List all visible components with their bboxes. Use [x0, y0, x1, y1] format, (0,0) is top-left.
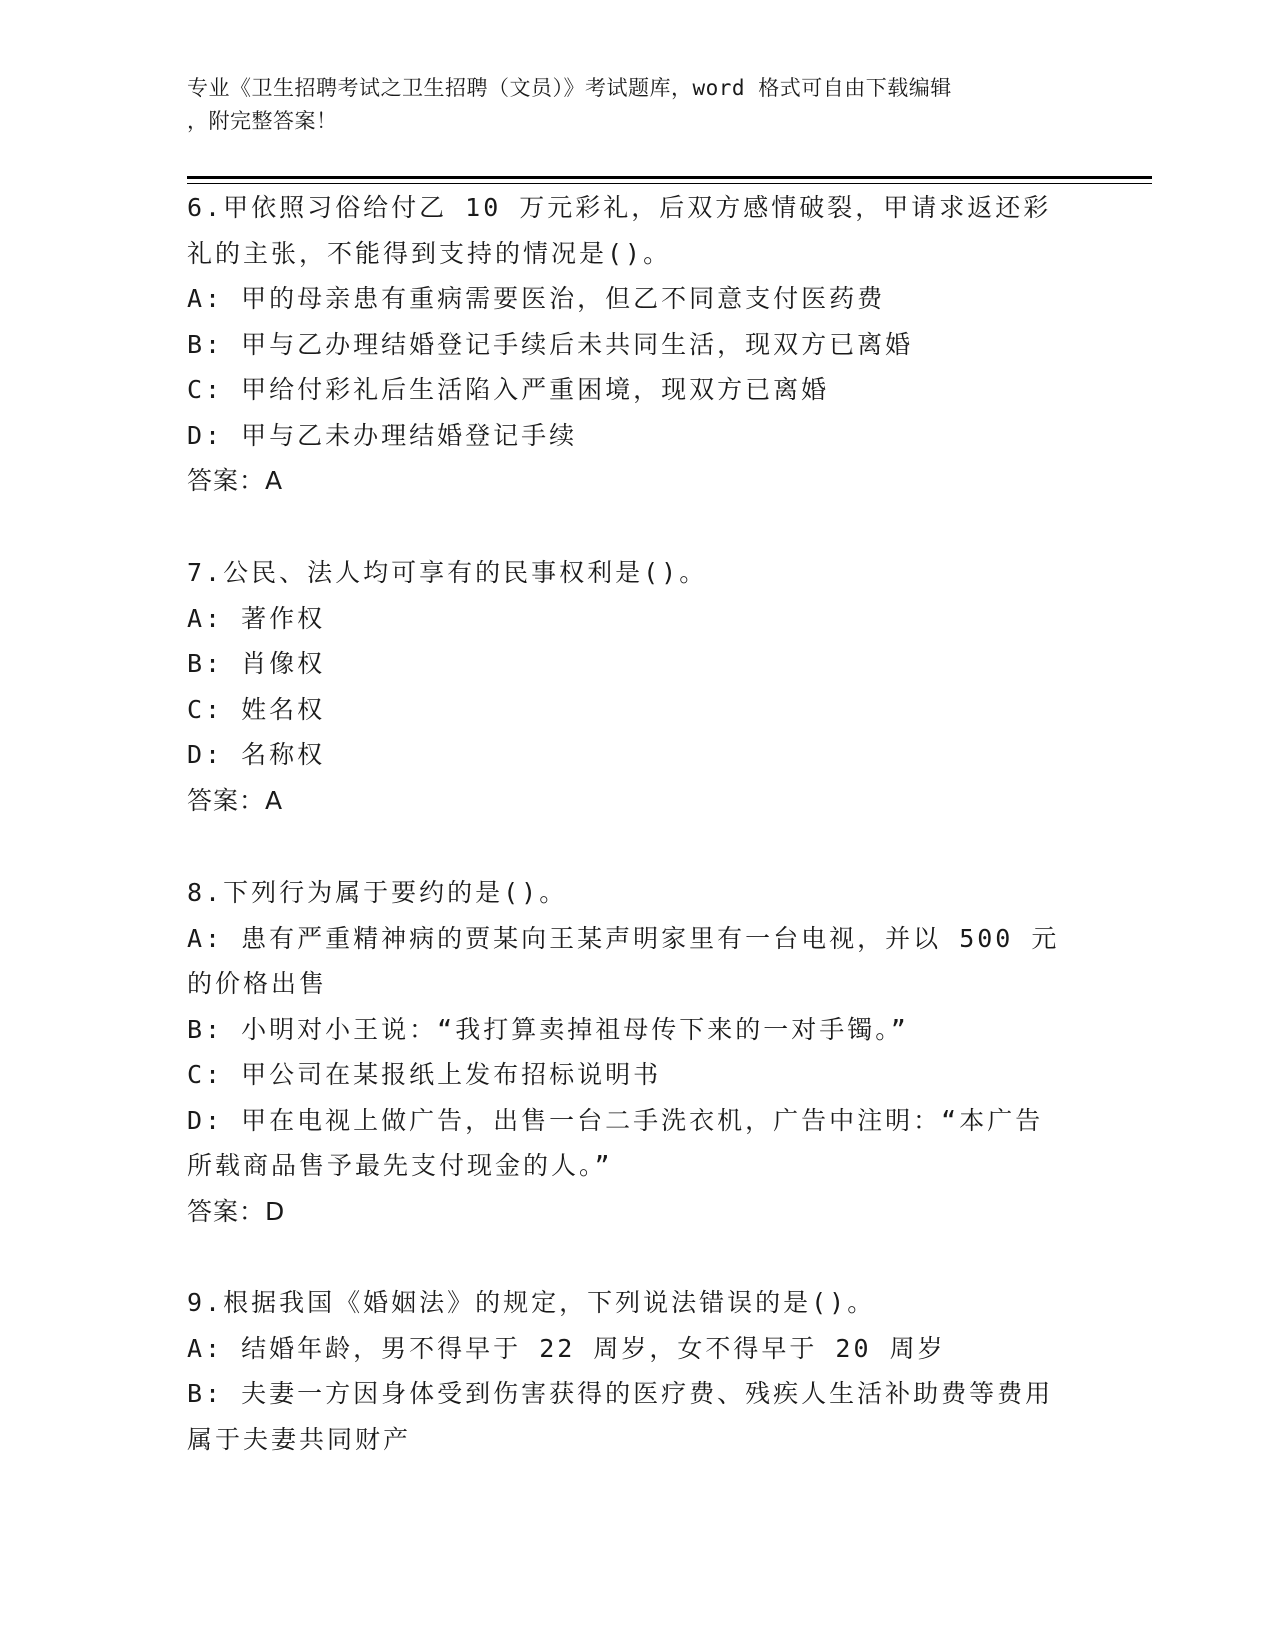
option-d: D: 甲在电视上做广告，出售一台二手洗衣机，广告中注明：“本广告所载商品售予最先支付现金的人。”: [187, 1105, 1044, 1180]
option-c: C: 甲给付彩礼后生活陷入严重困境，现双方已离婚: [187, 375, 830, 404]
question-stem: 8.下列行为属于要约的是()。: [187, 878, 568, 907]
question-9: [187, 1280, 1067, 1462]
header-line-1: 专业《卫生招聘考试之卫生招聘（文员）》考试题库，word 格式可自由下载编辑: [187, 76, 952, 100]
option-b: B: 甲与乙办理结婚登记手续后未共同生活，现双方已离婚: [187, 329, 914, 359]
option-a: A: 患有严重精神病的贾某向王某声明家里有一台电视，并以 500 元的价格出售: [187, 923, 1060, 998]
option-b: B: 小明对小王说：“我打算卖掉祖母传下来的一对手镯。”: [187, 1014, 909, 1044]
answer: 答案：D: [187, 1196, 286, 1226]
answer: 答案：A: [187, 785, 284, 815]
answer: 答案：A: [187, 466, 284, 495]
question-stem: 7.公民、法人均可享有的民事权利是()。: [187, 558, 708, 587]
question-stem: 9.根据我国《婚姻法》的规定，下列说法错误的是()。: [187, 1288, 876, 1317]
option-b: B: 夫妻一方因身体受到伤害获得的医疗费、残疾人生活补助费等费用属于夫妻共同财产: [187, 1379, 1054, 1454]
option-c: C: 甲公司在某报纸上发布招标说明书: [187, 1060, 662, 1089]
document-header: [187, 72, 1067, 138]
header-divider-thick: [187, 176, 1152, 179]
question-7: [187, 550, 1067, 823]
header-divider-thin: [187, 183, 1152, 184]
question-stem: 6.甲依照习俗给付乙 10 万元彩礼，后双方感情破裂，甲请求返还彩礼的主张，不能得到支持的情况是()。: [187, 193, 1052, 268]
question-6: [187, 185, 1067, 504]
option-c: C: 姓名权: [187, 694, 326, 724]
option-d: D: 甲与乙未办理结婚登记手续: [187, 420, 578, 450]
option-d: D: 名称权: [187, 740, 326, 769]
option-a: A: 著作权: [187, 603, 326, 633]
header-line-2: ，附完整答案！: [187, 109, 338, 133]
option-a: A: 甲的母亲患有重病需要医治，但乙不同意支付医药费: [187, 284, 886, 313]
option-a: A: 结婚年龄，男不得早于 22 周岁，女不得早于 20 周岁: [187, 1333, 946, 1363]
option-b: B: 肖像权: [187, 649, 326, 678]
question-8: [187, 870, 1067, 1234]
